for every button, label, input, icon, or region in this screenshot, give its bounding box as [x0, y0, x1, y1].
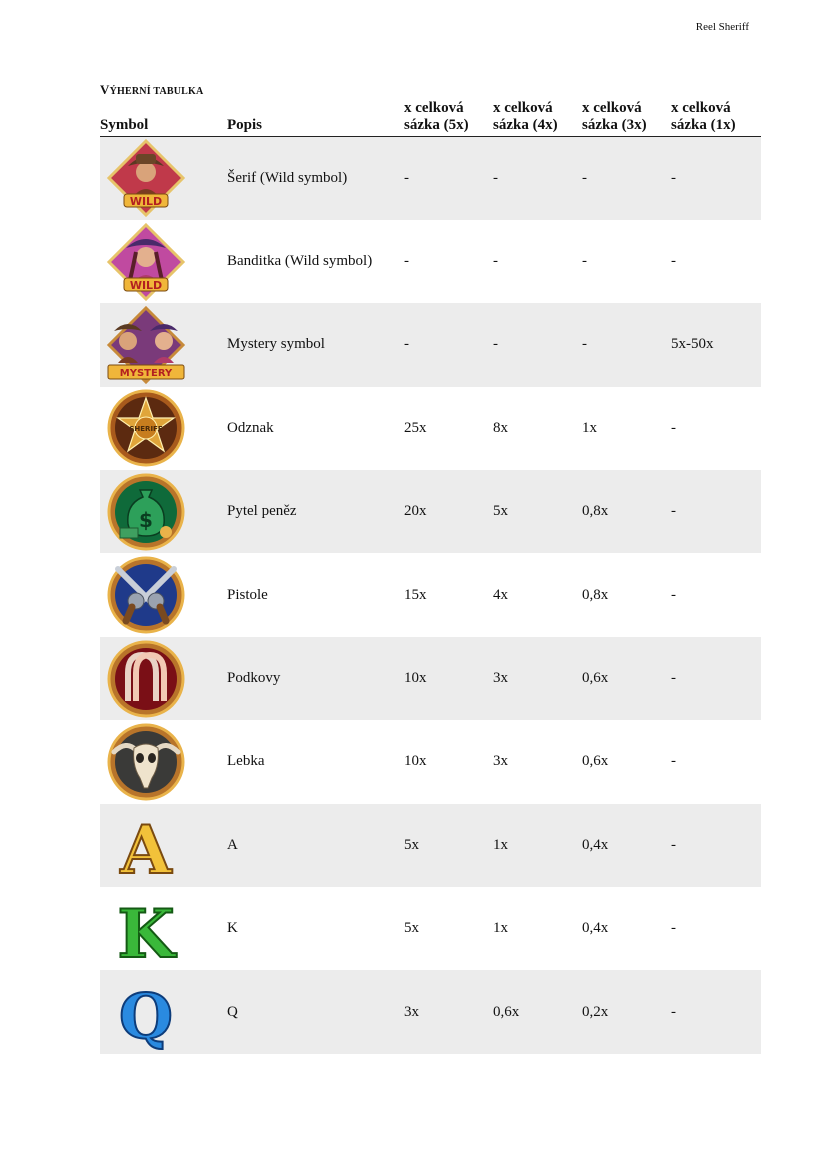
- column-header-5x: x celková sázka (5x): [404, 100, 493, 137]
- letter-k-icon: [106, 889, 186, 969]
- payout-3x-cell: 0,6x: [582, 637, 671, 720]
- payout-4x-cell: 8x: [493, 419, 508, 436]
- payout-5x-cell: -: [404, 253, 409, 270]
- bandit-wild-icon: [106, 222, 186, 302]
- symbol-cell: [100, 970, 227, 1053]
- description-cell: Pytel peněz: [227, 470, 404, 553]
- svg-text:$: $: [139, 507, 153, 532]
- payout-3x-cell: 0,4x: [582, 804, 671, 887]
- payout-5x-cell: 3x: [404, 970, 493, 1053]
- payout-3x-cell: -: [582, 253, 587, 270]
- payout-4x-cell: -: [493, 137, 582, 220]
- payout-1x-cell: -: [671, 419, 676, 436]
- document-header-title: Reel Sheriff: [695, 21, 749, 33]
- sheriff-badge-icon: [106, 388, 186, 468]
- payout-4x-cell: 1x: [493, 920, 508, 937]
- symbol-cell: [100, 637, 227, 720]
- payout-4x-cell: 3x: [493, 637, 582, 720]
- column-header-symbol: Symbol: [100, 100, 227, 137]
- svg-text:K: K: [117, 894, 175, 969]
- payout-1x-cell: -: [671, 253, 676, 270]
- payout-3x-cell: 0,6x: [582, 753, 609, 770]
- payout-5x-cell: 5x: [404, 920, 419, 937]
- payout-4x-cell: 1x: [493, 804, 582, 887]
- svg-text:WILD: WILD: [129, 195, 163, 209]
- symbol-cell: [100, 303, 227, 386]
- table-row: [100, 804, 761, 887]
- payout-1x-cell: -: [671, 586, 676, 603]
- column-header-3x: x celková sázka (3x): [582, 100, 671, 137]
- payout-5x-cell: 25x: [404, 419, 427, 436]
- payout-1x-cell: -: [671, 920, 676, 937]
- table-row: [100, 303, 761, 386]
- paytable-header-row: [100, 100, 761, 137]
- description-cell: Mystery symbol: [227, 303, 404, 386]
- table-row: [100, 470, 761, 553]
- payout-3x-cell: 0,8x: [582, 586, 609, 603]
- table-row: [100, 720, 761, 803]
- table-row: [100, 887, 761, 970]
- payout-5x-cell: -: [404, 137, 493, 220]
- table-row: [100, 553, 761, 636]
- table-row: [100, 637, 761, 720]
- payout-1x-cell: -: [671, 970, 761, 1053]
- description-cell: Odznak: [227, 419, 274, 436]
- payout-1x-cell: -: [671, 137, 761, 220]
- horseshoes-icon: [106, 639, 186, 719]
- letter-q-icon: [106, 972, 186, 1052]
- payout-4x-cell: 5x: [493, 470, 582, 553]
- description-cell: K: [227, 920, 238, 937]
- svg-text:MYSTERY: MYSTERY: [119, 367, 173, 379]
- description-cell: Šerif (Wild symbol): [227, 137, 404, 220]
- payout-5x-cell: -: [404, 303, 493, 386]
- payout-3x-cell: 0,4x: [582, 920, 609, 937]
- svg-text:SHERIFF: SHERIFF: [129, 425, 163, 434]
- payout-5x-cell: 10x: [404, 637, 493, 720]
- payout-3x-cell: 0,8x: [582, 470, 671, 553]
- symbol-cell: [100, 553, 227, 636]
- skull-icon: [106, 722, 186, 802]
- payout-3x-cell: 0,2x: [582, 970, 671, 1053]
- payout-5x-cell: 20x: [404, 470, 493, 553]
- description-cell: Banditka (Wild symbol): [227, 253, 373, 270]
- svg-text:WILD: WILD: [129, 278, 163, 292]
- description-cell: A: [227, 804, 404, 887]
- payout-3x-cell: -: [582, 303, 671, 386]
- section-title-first-letter: V: [100, 82, 110, 97]
- payout-4x-cell: 0,6x: [493, 970, 582, 1053]
- table-row: [100, 970, 761, 1053]
- symbol-cell: [100, 137, 227, 220]
- payout-1x-cell: -: [671, 804, 761, 887]
- column-header-description: Popis: [227, 100, 404, 137]
- symbol-cell: [100, 387, 227, 470]
- payout-4x-cell: 3x: [493, 753, 508, 770]
- table-row: [100, 220, 761, 303]
- description-cell: Podkovy: [227, 637, 404, 720]
- payout-1x-cell: -: [671, 753, 676, 770]
- table-row: [100, 387, 761, 470]
- payout-4x-cell: 4x: [493, 586, 508, 603]
- pistols-icon: [106, 555, 186, 635]
- symbol-cell: [100, 887, 227, 970]
- symbol-cell: [100, 220, 227, 303]
- table-row: [100, 137, 761, 220]
- payout-5x-cell: 10x: [404, 753, 427, 770]
- section-title-rest: ÝHERNÍ TABULKA: [109, 86, 204, 97]
- svg-text:Q: Q: [118, 980, 174, 1053]
- symbol-cell: [100, 470, 227, 553]
- payout-1x-cell: -: [671, 470, 761, 553]
- symbol-cell: [100, 804, 227, 887]
- description-cell: Q: [227, 970, 404, 1053]
- payout-5x-cell: 5x: [404, 804, 493, 887]
- payout-5x-cell: 15x: [404, 586, 427, 603]
- description-cell: Lebka: [227, 753, 265, 770]
- payout-3x-cell: -: [582, 137, 671, 220]
- payout-4x-cell: -: [493, 253, 498, 270]
- paytable: [100, 100, 761, 1054]
- section-title: [100, 82, 203, 98]
- description-cell: Pistole: [227, 586, 268, 603]
- mystery-icon: [106, 305, 186, 385]
- payout-4x-cell: -: [493, 303, 582, 386]
- payout-1x-cell: -: [671, 637, 761, 720]
- payout-1x-cell: 5x-50x: [671, 303, 761, 386]
- letter-a-icon: [106, 805, 186, 885]
- money-bag-icon: [106, 472, 186, 552]
- sheriff-wild-icon: [106, 138, 186, 218]
- svg-text:A: A: [120, 811, 172, 886]
- column-header-1x: x celková sázka (1x): [671, 100, 761, 137]
- symbol-cell: [100, 720, 227, 803]
- column-header-4x: x celková sázka (4x): [493, 100, 582, 137]
- payout-3x-cell: 1x: [582, 419, 597, 436]
